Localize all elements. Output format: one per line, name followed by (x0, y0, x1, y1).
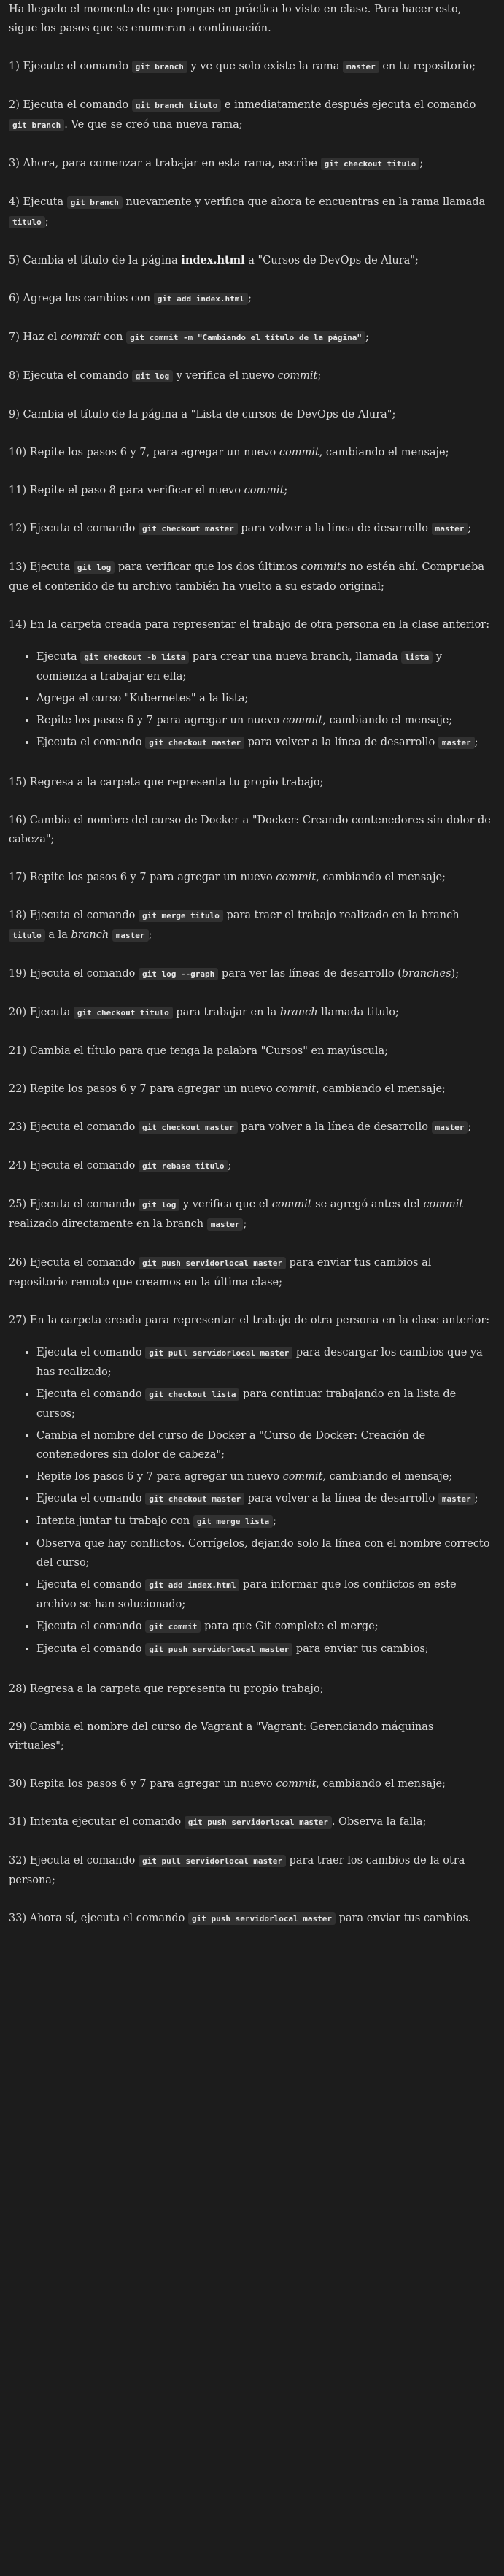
sub-step-item (36, 711, 491, 730)
text-run: para ver las líneas de desarrollo ( (218, 968, 402, 980)
inline-code: lista (401, 651, 433, 664)
step-13 (9, 558, 491, 596)
step-15 (9, 773, 491, 792)
sub-step-item (36, 1639, 491, 1659)
text-run: 28) Regresa a la carpeta que representa tu propio trabajo; (9, 1683, 324, 1695)
text-run: para enviar tus cambios. (336, 1912, 472, 1924)
sub-step-item (36, 1575, 491, 1614)
inline-code: git checkout -b lista (80, 651, 189, 664)
text-run: 7) Haz el (9, 331, 61, 343)
bold-text: index.html (181, 254, 245, 266)
emphasis-text: branch (71, 929, 109, 941)
text-run: 19) Ejecuta el comando (9, 968, 139, 980)
text-run: , cambiando el mensaje; (322, 1471, 453, 1483)
step-24 (9, 1156, 491, 1176)
text-run: para enviar tus cambios; (292, 1643, 429, 1655)
text-run: ); (451, 968, 460, 980)
text-run: Agrega el curso "Kubernetes" a la lista; (36, 693, 249, 704)
sub-step-item (36, 1489, 491, 1509)
text-run: para enviar tus cambios al repositorio remoto que creamos en la última clase; (9, 1257, 432, 1288)
text-run: ; (468, 523, 472, 534)
text-run: 3) Ahora, para comenzar a trabajar en esta rama, escribe (9, 158, 321, 169)
text-run: 30) Repita los pasos 6 y 7 para agregar un nuevo (9, 1778, 276, 1790)
inline-code: master (438, 737, 475, 749)
emphasis-text: commit (279, 447, 319, 458)
text-run: , cambiando el mensaje; (319, 447, 449, 458)
text-run: Repite los pasos 6 y 7 para agregar un nuevo (36, 715, 283, 726)
text-run: y verifica que el (179, 1199, 272, 1210)
inline-code: git branch (132, 61, 187, 73)
text-run: 17) Repite los pasos 6 y 7 para agregar un nuevo (9, 872, 276, 883)
text-run: ; (284, 485, 288, 496)
sub-step-item (36, 689, 491, 708)
text-run: , cambiando el mensaje; (316, 1778, 446, 1790)
text-run: 32) Ejecuta el comando (9, 1855, 139, 1866)
emphasis-text: commit (244, 485, 284, 496)
text-run: y ve que solo existe la rama (187, 61, 343, 72)
text-run: Ejecuta el comando (36, 1388, 146, 1400)
step-16 (9, 811, 491, 849)
text-run: a "Cursos de DevOps de Alura"; (244, 255, 419, 266)
step-23 (9, 1118, 491, 1137)
sub-step-item (36, 1617, 491, 1637)
inline-code: git checkout master (145, 1493, 244, 1505)
text-run: en tu repositorio; (379, 61, 476, 72)
inline-code: git push servidorlocal master (139, 1257, 286, 1269)
text-run: 27) En la carpeta creada para representar el trabajo de otra persona en la clase anterior: (9, 1315, 490, 1326)
step-28 (9, 1680, 491, 1699)
text-run: Ejecuta el comando (36, 1643, 146, 1655)
text-run: ; (247, 293, 252, 304)
inline-code: git checkout master (145, 737, 244, 749)
inline-code: git checkout master (139, 1121, 238, 1134)
text-run: para volver a la línea de desarrollo (237, 523, 432, 534)
emphasis-text: commits (301, 561, 346, 573)
text-run: 15) Regresa a la carpeta que representa tu propio trabajo; (9, 777, 324, 788)
text-run: y comienza a trabajar en ella; (36, 651, 443, 683)
step-21 (9, 1042, 491, 1061)
text-run: ; (474, 1493, 478, 1504)
text-run: Ejecuta el comando (36, 737, 146, 748)
text-run: para trabajar en la (172, 1007, 280, 1018)
step-18 (9, 906, 491, 945)
text-run: . Observa la falla; (331, 1816, 427, 1828)
text-run: llamada titulo; (317, 1007, 399, 1018)
text-run: para traer el trabajo realizado en la branch (222, 910, 460, 921)
text-run: realizado directamente en la branch (9, 1218, 207, 1230)
inline-code: git checkout master (139, 523, 238, 535)
text-run: 12) Ejecuta el comando (9, 523, 139, 534)
inline-code: git checkout titulo (74, 1007, 173, 1019)
inline-code: git merge lista (193, 1515, 273, 1528)
step-12 (9, 519, 491, 539)
emphasis-text: commit (282, 715, 323, 726)
emphasis-text: commit (276, 872, 317, 883)
inline-code: git branch titulo (132, 99, 222, 112)
inline-code: git log (132, 370, 173, 382)
text-run: 22) Repite los pasos 6 y 7 para agregar un nuevo (9, 1083, 276, 1095)
text-run: 33) Ahora sí, ejecuta el comando (9, 1912, 188, 1924)
text-run: 14) En la carpeta creada para representar el trabajo de otra persona en la clase anterior: (9, 619, 490, 631)
step-14 (9, 615, 491, 634)
text-run: nuevamente y verifica que ahora te encuentras en la rama llamada (122, 196, 486, 208)
step-25 (9, 1195, 491, 1234)
emphasis-text: commit (423, 1199, 464, 1210)
step-4 (9, 193, 491, 232)
text-run: 5) Cambia el título de la página (9, 255, 182, 266)
step-8 (9, 366, 491, 386)
inline-code: git checkout lista (145, 1388, 239, 1401)
text-run: , cambiando el mensaje; (316, 1083, 446, 1095)
inline-code: git add index.html (154, 293, 248, 305)
sub-step-item (36, 733, 491, 753)
text-run: ; (148, 929, 152, 941)
text-run: 10) Repite los pasos 6 y 7, para agregar un nuevo (9, 447, 279, 458)
text-run: , cambiando el mensaje; (316, 872, 446, 883)
text-run: 16) Cambia el nombre del curso de Docker a "Docker: Creando contenedores sin dolor de cabeza"; (9, 815, 491, 845)
sub-step-item (36, 647, 491, 686)
inline-code: git log --graph (139, 968, 218, 980)
text-run: ; (317, 370, 322, 382)
sub-step-list (9, 647, 491, 753)
text-run: 6) Agrega los cambios con (9, 293, 154, 304)
sub-step-item (36, 1426, 491, 1464)
step-10 (9, 443, 491, 462)
inline-code: git pull servidorlocal master (139, 1855, 286, 1867)
inline-code: master (207, 1218, 244, 1231)
text-run: ; (474, 737, 478, 748)
text-run: no estén ahí. Comprueba que el contenido de tu archivo también ha vuelto a su estado original; (9, 561, 484, 593)
text-run: ; (468, 1121, 472, 1133)
step-32 (9, 1851, 491, 1890)
text-run: para que Git complete el merge; (201, 1620, 379, 1632)
text-run: para traer los cambios de la otra persona; (9, 1855, 465, 1886)
text-run: 23) Ejecuta el comando (9, 1121, 139, 1133)
emphasis-text: commit (277, 370, 318, 382)
inline-code: git commit -m "Cambiando el título de la página" (126, 331, 365, 344)
text-run: para verificar que los dos últimos (115, 561, 301, 573)
step-5 (9, 251, 491, 270)
text-run: 21) Cambia el título para que tenga la palabra "Cursos" en mayúscula; (9, 1045, 389, 1057)
step-9 (9, 405, 491, 424)
text-run: 24) Ejecuta el comando (9, 1160, 139, 1172)
text-run: Observa que hay conflictos. Corrígelos, dejando solo la línea con el nombre correcto del curso; (36, 1538, 490, 1569)
text-run: Cambia el nombre del curso de Docker a "Curso de Docker: Creación de contenedores sin dolor de cabeza"; (36, 1430, 426, 1461)
text-run: 18) Ejecuta el comando (9, 910, 139, 921)
text-run: Ejecuta el comando (36, 1347, 146, 1358)
emphasis-text: commit (276, 1778, 317, 1790)
sub-step-item (36, 1385, 491, 1423)
text-run: 29) Cambia el nombre del curso de Vagrant a "Vagrant: Gerenciando máquinas virtuales"; (9, 1721, 434, 1752)
inline-code: master (432, 1121, 468, 1134)
sub-step-list (9, 1343, 491, 1659)
inline-code: git branch (67, 196, 123, 209)
step-22 (9, 1080, 491, 1099)
text-run: se agregó antes del (311, 1199, 424, 1210)
text-run: para volver a la línea de desarrollo (244, 1493, 438, 1504)
text-run: 13) Ejecuta (9, 561, 74, 573)
step-19 (9, 964, 491, 984)
text-run: e inmediatamente después ejecuta el comando (221, 99, 476, 111)
intro-paragraph: Ha llegado el momento de que pongas en práctica lo visto en clase. Para hacer esto, sigue los pasos que se enumeran a continuación. (9, 4, 462, 34)
steps-list (9, 57, 491, 1929)
text-run: y verifica el nuevo (173, 370, 278, 382)
text-run: 8) Ejecuta el comando (9, 370, 132, 382)
text-run: Repite los pasos 6 y 7 para agregar un nuevo (36, 1471, 283, 1483)
text-run: 26) Ejecuta el comando (9, 1257, 139, 1269)
text-run: 31) Intenta ejecutar el comando (9, 1816, 185, 1828)
text-run: Ejecuta el comando (36, 1493, 146, 1504)
step-7 (9, 328, 491, 347)
text-run: ; (228, 1160, 232, 1172)
inline-code: git merge titulo (139, 910, 223, 922)
inline-code: master (343, 61, 379, 73)
step-33 (9, 1909, 491, 1929)
text-run: 9) Cambia el título de la página a "Lista de cursos de DevOps de Alura"; (9, 409, 396, 420)
sub-step-item (36, 1467, 491, 1486)
text-run: 4) Ejecuta (9, 196, 67, 208)
text-run: ; (273, 1515, 277, 1527)
inline-code: git checkout titulo (321, 158, 420, 170)
text-run: ; (44, 216, 49, 228)
text-run: para volver a la línea de desarrollo (244, 737, 438, 748)
inline-code: titulo (9, 929, 45, 942)
step-29 (9, 1718, 491, 1756)
text-run: ; (365, 331, 369, 343)
text-run: para continuar trabajando en la lista de cursos; (36, 1388, 457, 1420)
step-20 (9, 1003, 491, 1023)
inline-code: git push servidorlocal master (185, 1816, 332, 1829)
text-run: . Ve que se creó una nueva rama; (64, 119, 243, 131)
step-3 (9, 154, 491, 174)
step-6 (9, 289, 491, 309)
step-11 (9, 481, 491, 500)
inline-code: git add index.html (145, 1579, 239, 1591)
step-17 (9, 868, 491, 887)
text-run: ; (243, 1218, 247, 1230)
inline-code: git branch (9, 119, 64, 131)
text-run: Ejecuta el comando (36, 1620, 146, 1632)
sub-step-item (36, 1343, 491, 1382)
inline-code: git push servidorlocal master (145, 1643, 292, 1656)
text-run: ; (419, 158, 424, 169)
text-run: , cambiando el mensaje; (322, 715, 453, 726)
inline-code: git rebase titulo (139, 1160, 228, 1172)
inline-code: git log (74, 561, 115, 574)
inline-code: master (438, 1493, 475, 1505)
step-2 (9, 96, 491, 135)
step-27 (9, 1311, 491, 1330)
step-31 (9, 1812, 491, 1832)
emphasis-text: commit (276, 1083, 317, 1095)
emphasis-text: commit (271, 1199, 312, 1210)
emphasis-text: branches (401, 968, 451, 980)
sub-step-item (36, 1534, 491, 1572)
text-run: 2) Ejecuta el comando (9, 99, 132, 111)
text-run: a la (44, 929, 71, 941)
text-run: para crear una nueva branch, llamada (189, 651, 402, 663)
text-run: 1) Ejecute el comando (9, 61, 132, 72)
inline-code: master (112, 929, 149, 942)
text-run: para descargar los cambios que ya has realizado; (36, 1347, 483, 1378)
text-run: 11) Repite el paso 8 para verificar el nuevo (9, 485, 244, 496)
emphasis-text: commit (282, 1471, 323, 1483)
sub-step-item (36, 1512, 491, 1531)
text-run: 25) Ejecuta el comando (9, 1199, 139, 1210)
text-run: para volver a la línea de desarrollo (237, 1121, 432, 1133)
text-run: Ejecuta el comando (36, 1579, 146, 1591)
inline-code: git push servidorlocal master (188, 1912, 336, 1925)
step-30 (9, 1775, 491, 1793)
text-run: Intenta juntar tu trabajo con (36, 1515, 193, 1527)
emphasis-text: commit (60, 331, 101, 343)
step-26 (9, 1253, 491, 1292)
inline-code: master (432, 523, 468, 535)
emphasis-text: branch (279, 1007, 318, 1018)
inline-code: git pull servidorlocal master (145, 1347, 292, 1359)
inline-code: git commit (145, 1620, 201, 1633)
text-run: 20) Ejecuta (9, 1007, 74, 1018)
step-1 (9, 57, 491, 77)
text-run: con (100, 331, 127, 343)
inline-code: git log (139, 1199, 179, 1211)
text-run: para informar que los conflictos en este archivo se han solucionado; (36, 1579, 457, 1610)
text-run: Ejecuta (36, 651, 81, 663)
inline-code: titulo (9, 216, 45, 228)
